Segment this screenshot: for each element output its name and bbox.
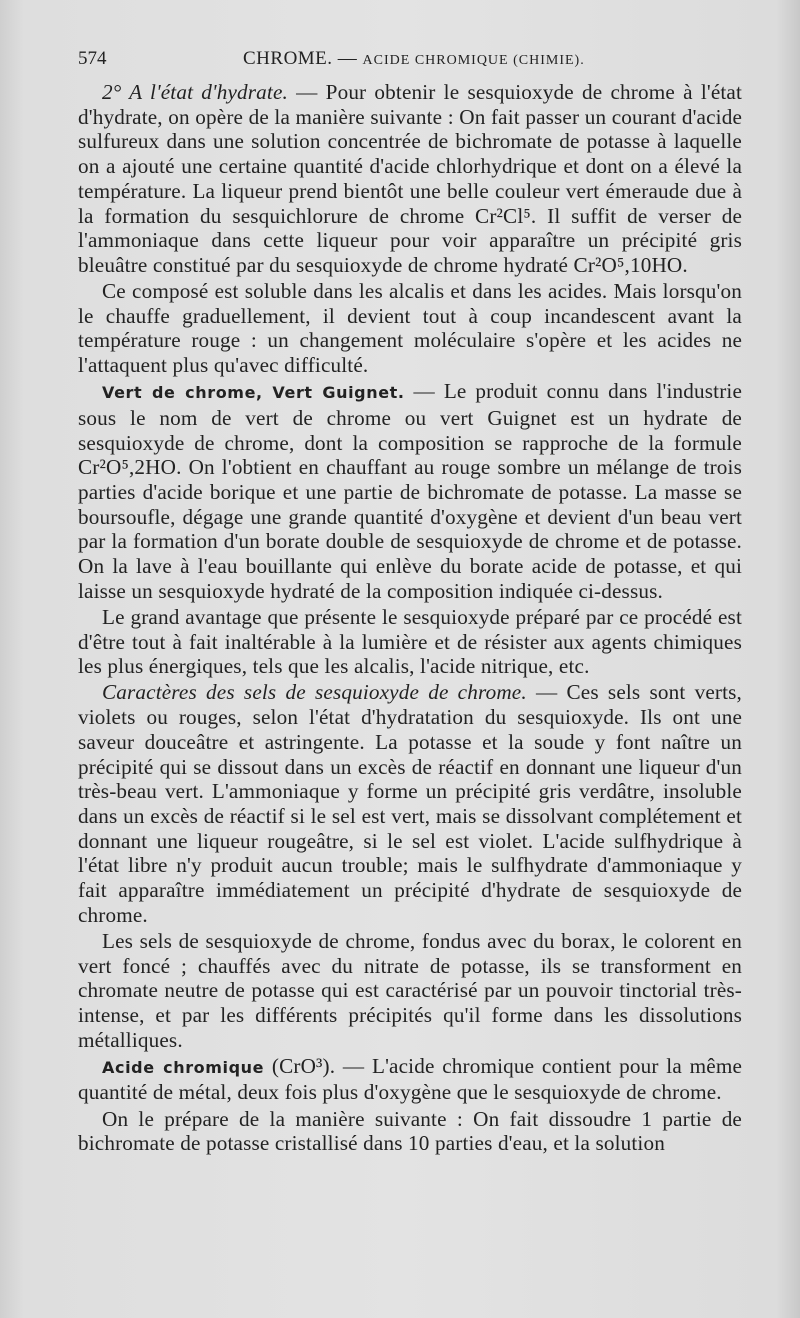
paragraph-borax: Les sels de sesquioxyde de chrome, fondus avec du borax, le colorent en vert foncé ; chauffés avec du nitrate de potasse, ils se transforment en chromate neutre de potasse qui est caractérisé par un pouvoir tinctorial très-intense, et par les différents précipités qu'il forme dans les dissolutions métalliques. bbox=[78, 928, 742, 1052]
section-heading: Acide chromique bbox=[102, 1057, 265, 1077]
formula: (CrO³). bbox=[264, 1053, 336, 1078]
paragraph-text: — L'acide chromique contient pour la même quantité de métal, deux fois plus d'oxygène que le sesquioxyde de chrome. bbox=[78, 1053, 742, 1105]
section-heading: Vert de chrome, Vert Guignet. bbox=[102, 383, 405, 403]
paragraph-preparation: On le prépare de la manière suivante : On fait dissoudre 1 partie de bichromate de potasse cristallisé dans 10 parties d'eau, et la solution bbox=[78, 1106, 742, 1156]
paragraph-vert-guignet bbox=[78, 379, 742, 603]
running-title-sub: ACIDE CHROMIQUE (CHIMIE). bbox=[362, 53, 585, 68]
paragraph-solubility: Ce composé est soluble dans les alcalis et dans les acides. Mais lorsqu'on le chauffe graduellement, il devient tout à coup incandescent avant la température rouge : un changement moléculaire s'opère et les acides ne l'attaquent plus qu'avec difficulté. bbox=[78, 279, 742, 378]
paragraph-text: — Ces sels sont verts, violets ou rouges, selon l'état d'hydratation du sesquioxyde. Ils ont une saveur douceâtre et astringente. La potasse et la soude y font naître un précipité qui se dissout dans un excès de réactif en donnant une liqueur d'un très-beau vert. L'ammoniaque y forme un précipité gris verdâtre, insoluble dans un excès de réactif si le sel est vert, mais se dissolvant complétement et donnant une liqueur rougeâtre, si le sel est violet. L'acide sulfhydrique à l'état libre n'y produit aucun trouble; mais le sulfhydrate d'ammoniaque y fait apparaître immédiatement un précipité d'hydrate de sesquioxyde de chrome. bbox=[78, 680, 742, 927]
running-title-dash: — bbox=[332, 48, 363, 69]
page-body bbox=[78, 80, 742, 1156]
paragraph-hydrate bbox=[78, 80, 742, 278]
paragraph-text: — Le produit connu dans l'industrie sous le nom de vert de chrome ou vert Guignet est un hydrate de sesquioxyde de chrome, dont la composition se rapproche de la formule Cr²O⁵,2HO. On l'obtient en chauffant au rouge sombre un mélange de trois parties d'acide borique et une partie de bichromate de potasse. La masse se boursoufle, dégage une grande quantité d'oxygène et devient d'un beau vert par la formation d'un borate double de sesquioxyde de chrome et de potasse. On la lave à l'eau bouillante qui enlève du borate acide de potasse, et qui laisse un sesquioxyde hydraté de la composition indiquée ci-dessus. bbox=[78, 379, 742, 603]
paragraph-acide-chromique bbox=[78, 1054, 742, 1105]
page-header bbox=[78, 48, 742, 78]
paragraph-text: — Pour obtenir le sesquioxyde de chrome à l'état d'hydrate, on opère de la manière suivante : On fait passer un courant d'acide sulfureux dans une solution concentrée de bichromate de potasse à laquelle on a ajouté une certaine quantité d'acide chlorhydrique et dont on a élevé la température. La liqueur prend bientôt une belle couleur vert émeraude due à la formation du sesquichlorure de chrome Cr²Cl⁵. Il suffit de verser de l'ammoniaque dans cette liqueur pour voir apparaître un précipité gris bleuâtre constitué par du sesquioxyde de chrome hydraté Cr²O⁵,10HO. bbox=[78, 80, 742, 277]
paragraph-caracteres bbox=[78, 680, 742, 927]
paragraph-lead: 2° A l'état d'hydrate. bbox=[102, 80, 288, 104]
paragraph-lead: Caractères des sels de sesquioxyde de chrome. bbox=[102, 680, 527, 705]
paragraph-advantage: Le grand avantage que présente le sesquioxyde préparé par ce procédé est d'être tout à fait inaltérable à la lumière et de résister aux agents chimiques les plus énergiques, tels que les alcalis, l'acide nitrique, etc. bbox=[78, 604, 742, 679]
running-title-main: CHROME. bbox=[243, 48, 333, 69]
running-title bbox=[243, 48, 585, 70]
page-number: 574 bbox=[78, 48, 107, 69]
